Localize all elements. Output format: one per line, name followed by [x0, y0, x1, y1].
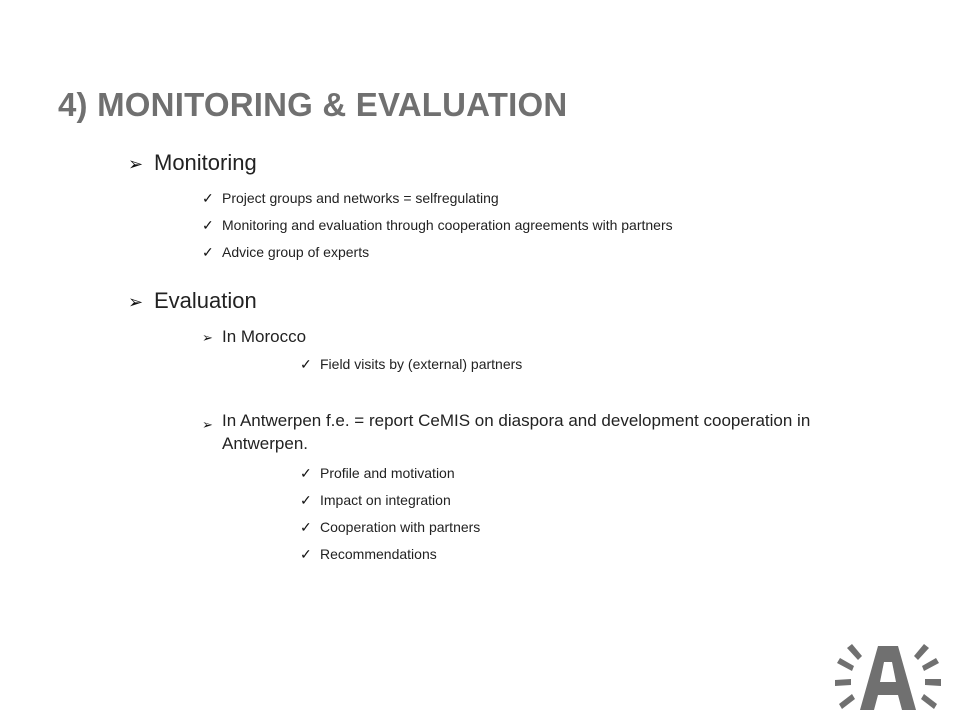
arrow-bullet-icon: ➢	[202, 417, 213, 432]
list-item-text: Project groups and networks = selfregulating	[222, 190, 499, 206]
checkmark-icon: ✓	[300, 519, 312, 535]
morocco-heading-text: In Morocco	[222, 327, 307, 346]
list-item-text: Impact on integration	[320, 492, 451, 508]
list-item	[202, 190, 499, 207]
list-item	[300, 546, 437, 563]
checkmark-icon: ✓	[300, 465, 312, 481]
arrow-bullet-icon: ➢	[128, 154, 144, 174]
list-item-text: Monitoring and evaluation through cooperation agreements with partners	[222, 217, 673, 233]
morocco-heading	[202, 327, 306, 347]
list-item-text: Field visits by (external) partners	[320, 356, 523, 372]
list-item-text: Recommendations	[320, 546, 437, 562]
list-item	[300, 492, 451, 509]
checkmark-icon: ✓	[202, 190, 214, 206]
antwerpen-logo-icon	[832, 640, 944, 712]
list-item-text: Cooperation with partners	[320, 519, 481, 535]
monitoring-heading-text: Monitoring	[154, 150, 257, 175]
list-item	[300, 356, 522, 373]
checkmark-icon: ✓	[202, 217, 214, 233]
list-item-text: Profile and motivation	[320, 465, 455, 481]
list-item	[202, 244, 369, 261]
evaluation-heading-text: Evaluation	[154, 288, 257, 313]
checkmark-icon: ✓	[300, 492, 312, 508]
list-item-text: Advice group of experts	[222, 244, 370, 260]
checkmark-icon: ✓	[202, 244, 214, 260]
checkmark-icon: ✓	[300, 356, 312, 372]
monitoring-heading	[128, 150, 257, 176]
arrow-bullet-icon: ➢	[202, 330, 213, 345]
arrow-bullet-icon: ➢	[128, 292, 144, 312]
checkmark-icon: ✓	[300, 546, 312, 562]
slide-title: 4) MONITORING & EVALUATION	[58, 86, 568, 123]
antwerpen-heading-text: In Antwerpen f.e. = report CeMIS on diaspora and development cooperation in Antwerpen.	[222, 411, 811, 453]
antwerpen-heading	[202, 409, 842, 455]
list-item	[300, 465, 455, 482]
list-item	[300, 519, 480, 536]
evaluation-heading	[128, 288, 257, 314]
list-item	[202, 217, 673, 234]
